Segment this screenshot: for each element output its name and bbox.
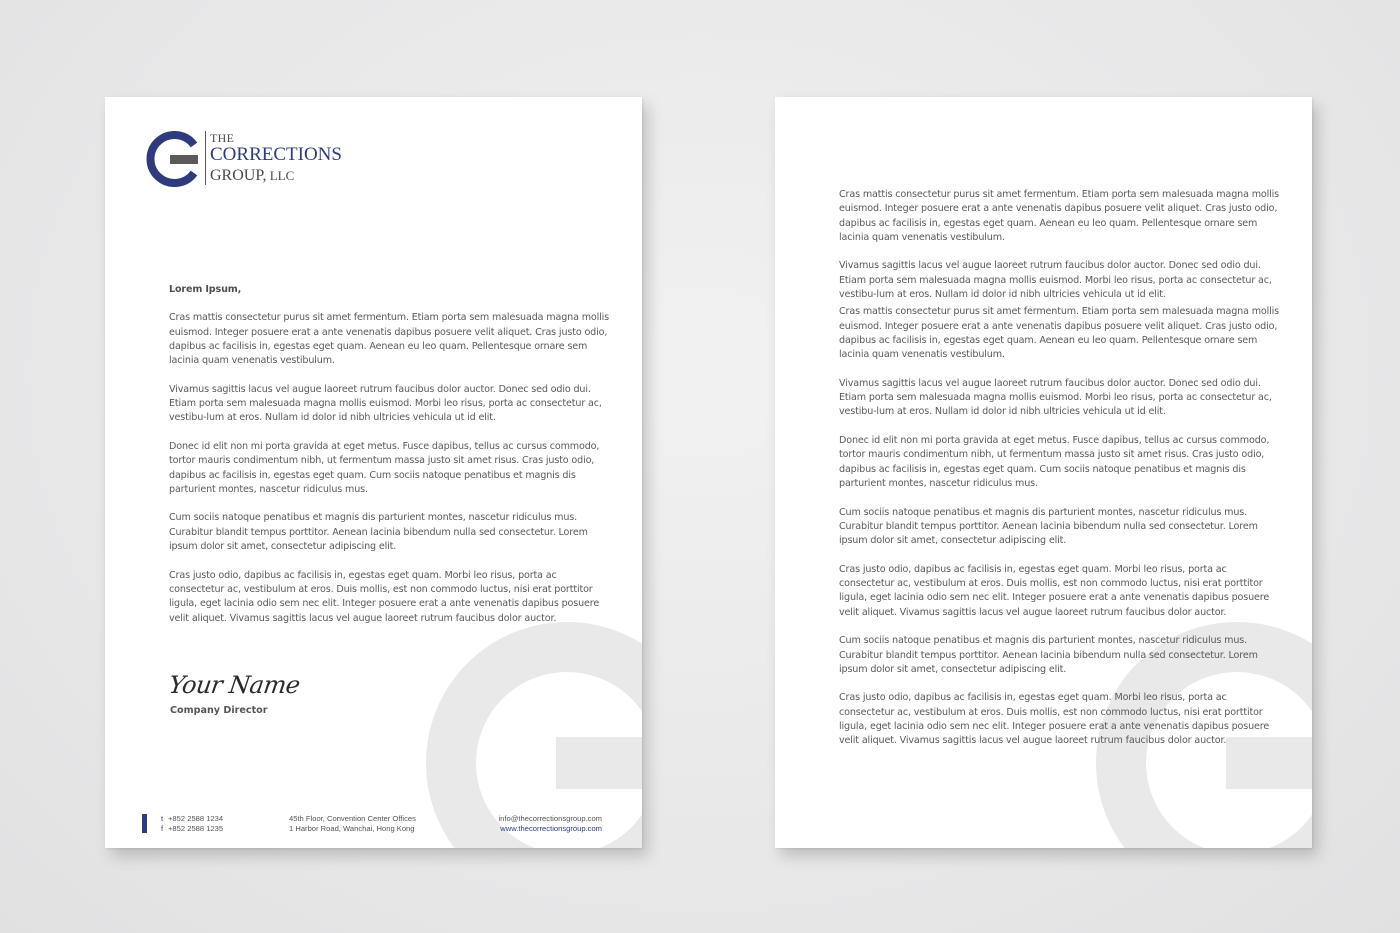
footer-contact [498, 814, 602, 834]
logo-divider [205, 131, 206, 185]
letterhead-page-1 [105, 97, 642, 848]
phone-number: +852 2588 1234 [168, 814, 224, 823]
continuation-paragraph: Cum sociis natoque penatibus et magnis dis parturient montes, nascetur ridiculus mus. Curabitur blandit tempus porttitor. Aenean lacinia bibendum nulla sed consectetur. Lorem ipsum dolor sit amet, consectetur adipiscing elit. [839, 635, 1258, 675]
fax-number: +852 2588 1235 [168, 824, 224, 833]
continuation-body [839, 188, 1279, 763]
continuation-paragraph: Cras mattis consectetur purus sit amet fermentum. Etiam porta sem malesuada magna mollis euismod. Integer posuere erat a ante venenatis dapibus posuere velit aliquet. Cras justo odio, dapibus ac facilisis in, egestas eget quam. Aenean eu leo quam. Pellentesque ornare sem lacinia quam venenatis vestibulum. [839, 189, 1280, 243]
logo-group-text: GROUP, [210, 167, 267, 184]
letter-paragraph: Donec id elit non mi porta gravida at eget metus. Fusce dapibus, tellus ac cursus commodo, tortor mauris condimentum nibh, ut fermentum massa justo sit amet risus. Cras justo odio, dapibus ac facilisis in, egestas eget quam. Cum sociis natoque penatibus et magnis dis parturient montes, nascetur ridiculus mus. [169, 440, 600, 495]
footer-address [289, 814, 416, 834]
fax-label: f [161, 824, 164, 833]
logo-wordmark [210, 131, 342, 187]
company-logo [144, 131, 354, 191]
letter-greeting: Lorem Ipsum, [169, 284, 242, 295]
letterhead-page-2 [775, 97, 1312, 848]
continuation-paragraph: Donec id elit non mi porta gravida at eget metus. Fusce dapibus, tellus ac cursus commodo, tortor mauris condimentum nibh, ut fermentum massa justo sit amet risus. Cras justo odio, dapibus ac facilisis in, egestas eget quam. Cum sociis natoque penatibus et magnis dis parturient montes, nascetur ridiculus mus. [839, 435, 1270, 489]
continuation-paragraph: Cras mattis consectetur purus sit amet fermentum. Etiam porta sem malesuada magna mollis euismod. Integer posuere erat a ante venenatis dapibus posuere velit aliquet. Cras justo odio, dapibus ac facilisis in, egestas eget quam. Aenean eu leo quam. Pellentesque ornare sem lacinia quam venenatis vestibulum. [839, 306, 1280, 361]
logo-line-the: THE [210, 131, 235, 145]
phone-label: t [161, 814, 164, 823]
letter-paragraph: Cras mattis consectetur purus sit amet fermentum. Etiam porta sem malesuada magna mollis euismod. Integer posuere erat a ante venenatis dapibus posuere velit aliquet. Cras justo odio, dapibus ac facilisis in, egestas eget quam. Aenean eu leo quam. Pellentesque ornare sem lacinia quam venenatis vestibulum. [169, 312, 610, 367]
signature: Your Name [167, 671, 302, 699]
signer-title: Company Director [170, 705, 268, 716]
letter-paragraph: Cras justo odio, dapibus ac facilisis in, egestas eget quam. Morbi leo risus, porta ac consectetur ac, vestibulum at eros. Duis mollis, est non commodo luctus, nisi erat porttitor ligula, eget lacinia odio sem nec elit. Integer posuere erat a ante venenatis dapibus posuere velit aliquet. Vivamus sagittis lacus vel augue laoreet rutrum faucibus dolor auctor. [169, 569, 600, 624]
footer-phones [161, 814, 223, 834]
continuation-paragraph: Vivamus sagittis lacus vel augue laoreet rutrum faucibus dolor auctor. Donec sed odio dui. Etiam porta sem malesuada magna mollis euismod. Morbi leo risus, porta ac consectetur ac, vestibu-lum at eros. Nullam id dolor id nibh ultricies vehicula ut id elit. [839, 260, 1272, 301]
letter-body [169, 283, 609, 640]
address-line-1: 45th Floor, Convention Center Offices [289, 814, 416, 823]
logo-llc-text: LLC [266, 168, 295, 183]
footer-accent-bar [142, 814, 147, 833]
letter-paragraph: Vivamus sagittis lacus vel augue laoreet rutrum faucibus dolor auctor. Donec sed odio dui. Etiam porta sem malesuada magna mollis euismod. Morbi leo risus, porta ac consectetur ac, vestibu-lum at eros. Nullam id dolor id nibh ultricies vehicula ut id elit. [169, 383, 602, 424]
continuation-paragraph: Cum sociis natoque penatibus et magnis dis parturient montes, nascetur ridiculus mus. Curabitur blandit tempus porttitor. Aenean lacinia bibendum nulla sed consectetur. Lorem ipsum dolor sit amet, consectetur adipiscing elit. [839, 506, 1258, 547]
footer-phone-line [161, 814, 223, 824]
footer-fax-line [161, 824, 223, 834]
continuation-paragraph: Cras justo odio, dapibus ac facilisis in, egestas eget quam. Morbi leo risus, porta ac consectetur ac, vestibulum at eros. Duis mollis, est non commodo luctus, nisi erat porttitor ligula, eget lacinia odio sem nec elit. Integer posuere erat a ante venenatis dapibus posuere velit aliquet. Vivamus sagittis lacus vel augue laoreet rutrum faucibus dolor auctor. [839, 563, 1270, 618]
address-line-2: 1 Harbor Road, Wanchai, Hong Kong [289, 824, 415, 833]
logo-line-group [210, 165, 342, 187]
letter-paragraph: Cum sociis natoque penatibus et magnis dis parturient montes, nascetur ridiculus mus. Curabitur blandit tempus porttitor. Aenean lacinia bibendum nulla sed consectetur. Lorem ipsum dolor sit amet, consectetur adipiscing elit. [169, 512, 588, 553]
footer-website: www.thecorrectionsgroup.com [500, 824, 602, 833]
continuation-paragraph: Cras justo odio, dapibus ac facilisis in, egestas eget quam. Morbi leo risus, porta ac consectetur ac, vestibulum at eros. Duis mollis, est non commodo luctus, nisi erat porttitor ligula, eget lacinia odio sem nec elit. Integer posuere erat a ante venenatis dapibus posuere velit aliquet. Vivamus sagittis lacus vel augue laoreet rutrum faucibus dolor auctor. [839, 692, 1270, 747]
cg-monogram-icon [144, 131, 200, 187]
continuation-paragraph: Vivamus sagittis lacus vel augue laoreet rutrum faucibus dolor auctor. Donec sed odio dui. Etiam porta sem malesuada magna mollis euismod. Morbi leo risus, porta ac consectetur ac, vestibu-lum at eros. Nullam id dolor id nibh ultricies vehicula ut id elit. [839, 377, 1272, 418]
logo-line-corrections: CORRECTIONS [210, 144, 342, 165]
footer-email: info@thecorrectionsgroup.com [498, 814, 602, 823]
